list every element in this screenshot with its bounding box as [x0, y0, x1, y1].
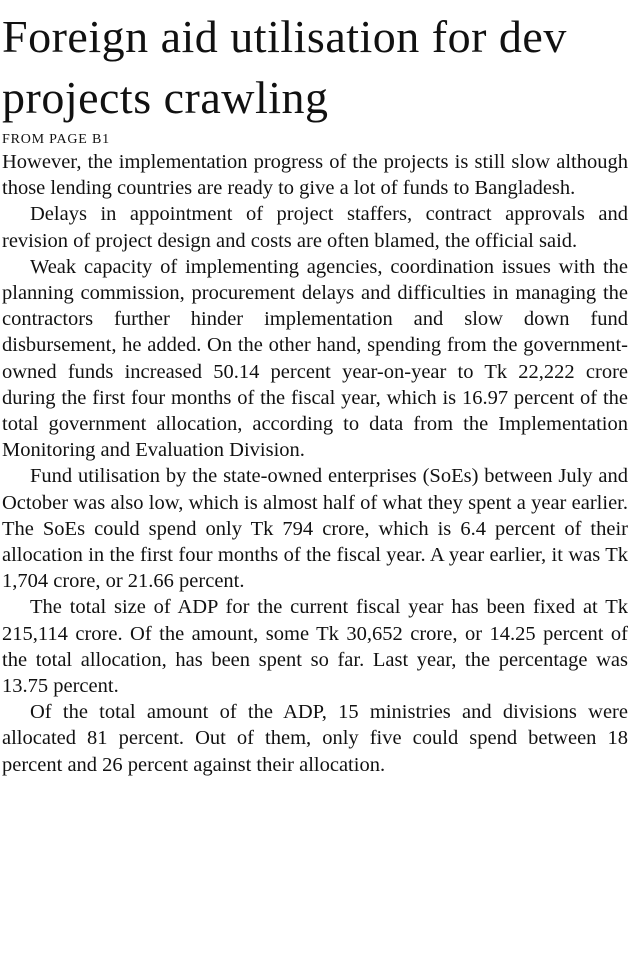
jump-line: FROM PAGE B1 [2, 132, 110, 147]
headline: Foreign aid utilisation for dev projects crawling [2, 11, 567, 123]
paragraph: Fund utilisation by the state-owned enterprises (SoEs) between July and October was also low, which is almost half of what they spent a year earlier. The SoEs could spend only Tk 794 crore, which is 6.4 percent of their allocation in the first four months of the fiscal year. A year earlier, it was Tk 1,704 crore, or 21.66 percent. [2, 465, 628, 593]
paragraph: Of the total amount of the ADP, 15 ministries and divisions were allocated 81 percent. Out of them, only five could spend between 18 percent and 26 percent against their allocation. [2, 701, 628, 776]
article-body [2, 149, 628, 778]
paragraph: The total size of ADP for the current fiscal year has been fixed at Tk 215,114 crore. Of the amount, some Tk 30,652 crore, or 14.25 percent of the total allocation, has been spent so far. Last year, the percentage was 13.75 percent. [2, 596, 628, 698]
paragraph: However, the implementation progress of the projects is still slow although those lending countries are ready to give a lot of funds to Bangladesh. [2, 151, 628, 200]
paragraph: Weak capacity of implementing agencies, coordination issues with the planning commission, procurement delays and difficulties in managing the contractors further hinder implementation and slow down fund disbursement, he added. On the other hand, spending from the government-owned funds increased 50.14 percent year-on-year to Tk 22,222 crore during the first four months of the fiscal year, which is 16.97 percent of the total government allocation, according to data from the Implementation Monitoring and Evaluation Division. [2, 255, 628, 462]
news-article [2, 0, 628, 778]
paragraph: Delays in appointment of project staffers, contract approvals and revision of project design and costs are often blamed, the official said. [2, 203, 628, 252]
